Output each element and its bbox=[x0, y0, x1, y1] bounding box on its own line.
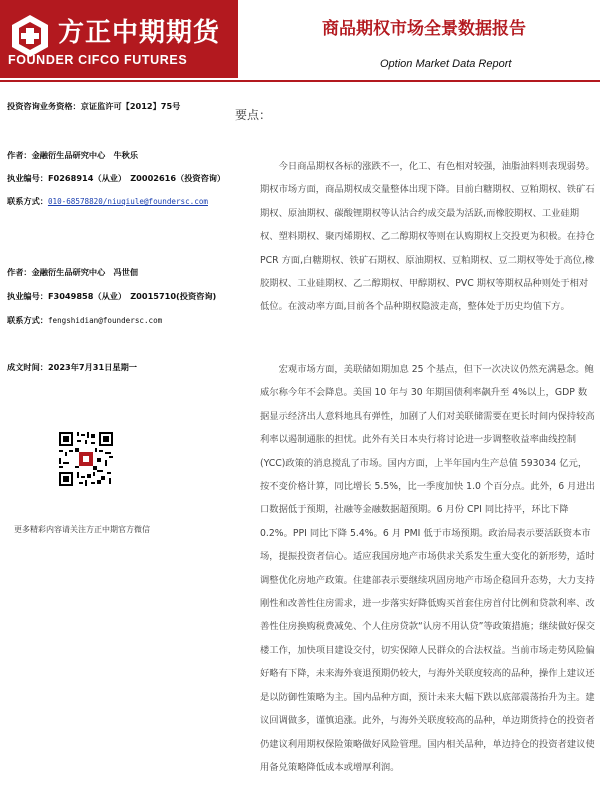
qr-caption: 更多精彩内容请关注方正中期官方微信 bbox=[14, 525, 150, 534]
author-2-license: 执业编号：F3049858（从业） Z0015710(投资咨询) bbox=[7, 291, 217, 301]
summary-paragraph-macro: 宏观市场方面，美联储如期加息 25 个基点，但下一次决议仍然充满悬念。鲍威尔称今年不会降息。美国 10 年与 30 年期国债利率飙升至 4%以上，GDP 数据显示经济出人意料地具有弹性，加剧了人们对美联储需要在更长时间内保持较高利率以遏制通胀的担忧。此外有关日本央行将讨论进一步调整收益率曲线控制(YCC)政策的消息搅乱了市场。国内方面，上半年国内生产总值 593034 亿元，按不变价格计算，同比增长 5.5%，比一季度加快 1.0 个百分点。此外，6 月进出口数据低于预期，社融等金融数据超预期。6 月份 CPI 同比持平，环比下降 0.2%。PPI 同比下降 5.4%。6 月 PMI 低于市场预期。政治局表示要活跃资本市场，提振投资者信心。适应我国房地产市场供求关系发生重大变化的新形势，适时调整优化房地产政策。住建部表示要继续巩固房地产市场企稳回升态势，大力支持刚性和改善性住房需求，进一步落实好降低购买首套住房首付比例和贷款利率、改善性住房换购税费减免、个人住房贷款“认房不用认贷”等政策措施；继续做好保交楼工作，加快项目建设交付，切实保障人民群众的合法权益。当前市场走势风险偏好略有下降，未来海外衰退预期仍较大，与海外关联度较高的品种，操作上建议还是以防御性策略为主。国内品种方面，预计未来大幅下跌以底部震荡抬升为主。建议回调做多，谨慎追涨。此外，与海外关联度较高的品种，单边期货持仓的投资者仍建议利用期权保险策略做好风险管理。国内相关品种，单边持仓的投资者建议使用备兑策略降低成本或增厚利润。 bbox=[260, 364, 596, 773]
logo-english-name: FOUNDER CIFCO FUTURES bbox=[8, 53, 188, 67]
company-logo bbox=[0, 0, 238, 78]
header-divider bbox=[0, 80, 600, 82]
logo-chinese-name: 方正中期期货 bbox=[58, 18, 221, 48]
report-header bbox=[0, 0, 600, 78]
author-1-contact bbox=[7, 196, 208, 207]
summary-paragraph-options: 今日商品期权各标的涨跌不一，化工、有色相对较强，油脂油料则表现弱势。期权市场方面，商品期权成交量整体出现下降。目前白糖期权、豆粕期权、铁矿石期权、原油期权、碳酸锂期权等认沽合约成交最为活跃,而橡胶期权、工业硅期权、塑料期权、聚丙烯期权、乙二醇期权等则在认购期权上交投更为积极。在持仓 PCR 方面,白糖期权、铁矿石期权、原油期权、豆粕期权、豆二期权等处于高位,橡胶期权、工业硅期权、乙二醇期权、甲醇期权、PVC 期权等期权品种则处于相对低位。在波动率方面,目前各个品种期权隐波走高，整体处于历史均值下方。 bbox=[260, 161, 595, 313]
author-1-license: 执业编号：F0268914（从业） Z0002616（投资咨询） bbox=[7, 173, 226, 183]
report-subtitle: Option Market Data Report bbox=[380, 58, 512, 70]
section-title: 要点： bbox=[235, 108, 272, 122]
author-2-contact-email: fengshidian@foundersc.com bbox=[47, 316, 163, 325]
date-written: 成文时间：2023年7月31日星期一 bbox=[7, 362, 137, 372]
author-1-contact-label: 联系方式： bbox=[7, 196, 48, 206]
author-1-contact-link[interactable]: 010-68578820/niuqiule@foundersc.com bbox=[47, 197, 208, 206]
author-2-contact-label: 联系方式： bbox=[7, 315, 48, 325]
wechat-qr-code[interactable] bbox=[57, 430, 115, 488]
license-info: 投资咨询业务资格：京证监许可【2012】75号 bbox=[7, 101, 181, 111]
author-1-name: 作者：金融衍生品研究中心 牛秋乐 bbox=[7, 150, 139, 160]
author-2-name: 作者：金融衍生品研究中心 冯世佃 bbox=[7, 267, 139, 277]
report-title: 商品期权市场全景数据报告 bbox=[322, 19, 526, 39]
author-2-contact bbox=[7, 315, 162, 326]
